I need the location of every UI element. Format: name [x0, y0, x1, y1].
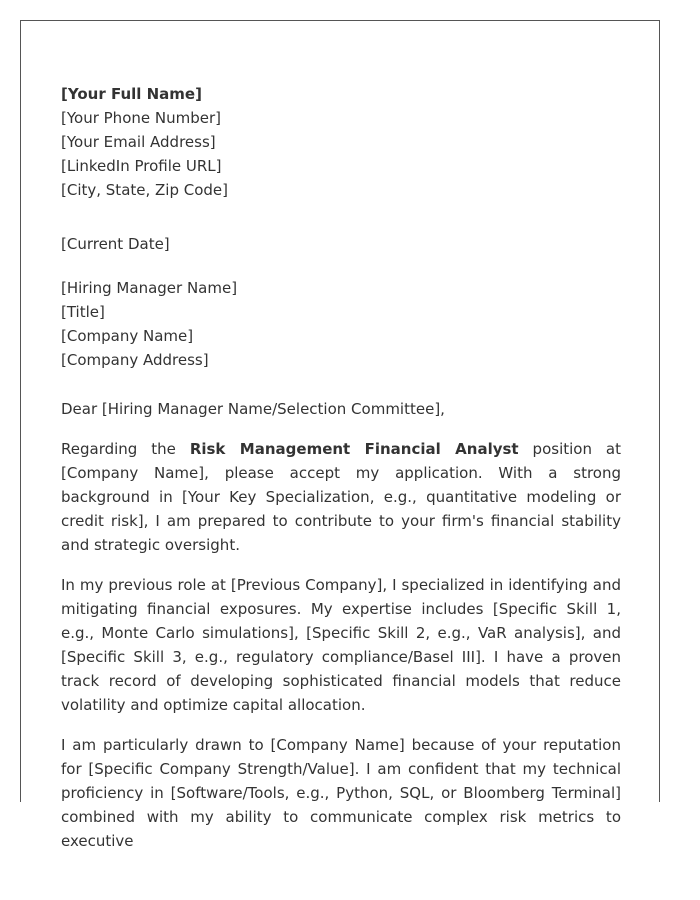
spacer [61, 202, 621, 232]
document-page [20, 20, 660, 850]
paragraph-intro-rest: position at [Company Name], please accept my application. With a strong background in [Your Key Specialization, e.g., quantitative modeling or credit risk], I am prepared to contribute to your firm's financial stability and strategic oversight. [61, 440, 621, 554]
paragraph-experience: In my previous role at [Previous Company], I specialized in identifying and mitigating financial exposures. My expertise includes [Specific Skill 1, e.g., Monte Carlo simulations], [Specific Skill 2, e.g., VaR analysis], and [Specific Skill 3, e.g., regulatory compliance/Basel III]. I have a proven track record of developing sophisticated financial models that reduce volatility and optimize capital allocation. [61, 576, 621, 714]
letter-body [61, 82, 621, 853]
sender-linkedin: [LinkedIn Profile URL] [61, 157, 222, 175]
recipient-company: [Company Name] [61, 327, 194, 345]
sender-email: [Your Email Address] [61, 133, 216, 151]
recipient-address: [Company Address] [61, 351, 209, 369]
position-title: Risk Management Financial Analyst [189, 440, 519, 458]
salutation: Dear [Hiring Manager Name/Selection Committee], [61, 400, 445, 418]
spacer [61, 372, 621, 397]
recipient-name: [Hiring Manager Name] [61, 279, 238, 297]
sender-phone: [Your Phone Number] [61, 109, 221, 127]
recipient-title: [Title] [61, 303, 105, 321]
recipient-block [61, 276, 621, 372]
paragraph-intro-start: Regarding the [61, 440, 190, 458]
letter-date: [Current Date] [61, 235, 170, 253]
sender-location: [City, State, Zip Code] [61, 181, 229, 199]
spacer [61, 256, 621, 276]
sender-full-name: [Your Full Name] [61, 85, 202, 103]
paragraph-intro [61, 437, 621, 557]
paragraph-motivation: I am particularly drawn to [Company Name] because of your reputation for [Specific Company Strength/Value]. I am confident that my technical proficiency in [Software/Tools, e.g., Python, SQL, or Bloomberg Terminal] combined with my ability to communicate complex risk metrics to executive [61, 736, 621, 850]
sender-block [61, 82, 621, 202]
